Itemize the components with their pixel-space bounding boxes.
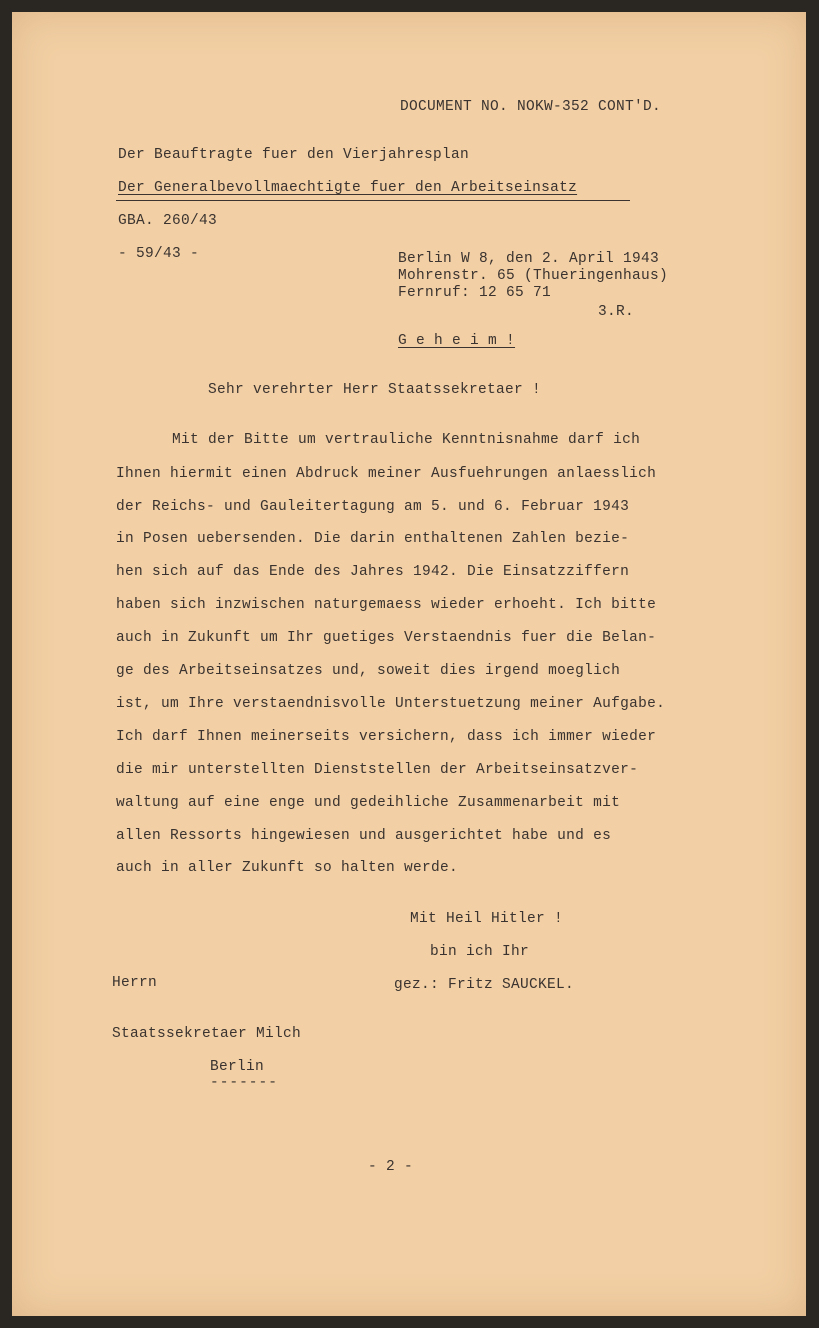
body-line: ge des Arbeitseinsatzes und, soweit dies irgend moeglich: [116, 663, 621, 679]
body-line: in Posen uebersenden. Die darin enthaltenen Zahlen bezie-: [116, 531, 630, 547]
page-number: - 2 -: [368, 1159, 414, 1175]
body-line: die mir unterstellten Dienststellen der Arbeitseinsatzver-: [116, 762, 639, 778]
body-line: haben sich inzwischen naturgemaess wieder erhoeht. Ich bitte: [116, 597, 657, 613]
sub-number: - 59/43 -: [118, 246, 200, 262]
closing-greeting: Mit Heil Hitler !: [410, 911, 564, 927]
recipient-city-underline: -------: [210, 1075, 278, 1091]
body-line: ist, um Ihre verstaendnisvolle Unterstuetzung meiner Aufgabe.: [116, 696, 666, 712]
classification-mark: G e h e i m !: [398, 333, 516, 349]
closing-phrase: bin ich Ihr: [430, 944, 530, 960]
phone-number: Fernruf: 12 65 71: [398, 285, 552, 301]
body-line: der Reichs- und Gauleitertagung am 5. und 6. Februar 1943: [116, 499, 630, 515]
initials: 3.R.: [598, 304, 635, 320]
signature: gez.: Fritz SAUCKEL.: [394, 977, 575, 993]
recipient-name: Staatssekretaer Milch: [112, 1026, 302, 1042]
letterhead-office-line1: Der Beauftragte fuer den Vierjahresplan: [118, 147, 470, 163]
document-reference: DOCUMENT NO. NOKW-352 CONT'D.: [400, 99, 662, 115]
body-line: Mit der Bitte um vertrauliche Kenntnisnahme darf ich: [172, 432, 641, 448]
street-address: Mohrenstr. 65 (Thueringenhaus): [398, 268, 669, 284]
letterhead-office-line2: Der Generalbevollmaechtigte fuer den Arbeitseinsatz: [118, 180, 578, 196]
body-line: auch in aller Zukunft so halten werde.: [116, 860, 459, 876]
place-date: Berlin W 8, den 2. April 1943: [398, 251, 660, 267]
document-page: [12, 12, 806, 1316]
recipient-city: Berlin: [210, 1059, 265, 1075]
body-line: Ich darf Ihnen meinerseits versichern, dass ich immer wieder: [116, 729, 657, 745]
body-line: allen Ressorts hingewiesen und ausgerichtet habe und es: [116, 828, 612, 844]
body-line: waltung auf eine enge und gedeihliche Zusammenarbeit mit: [116, 795, 621, 811]
body-line: hen sich auf das Ende des Jahres 1942. Die Einsatzziffern: [116, 564, 630, 580]
body-line: auch in Zukunft um Ihr guetiges Verstaendnis fuer die Belan-: [116, 630, 657, 646]
recipient-salutation: Herrn: [112, 975, 158, 991]
letterhead-rule: [116, 200, 630, 201]
salutation: Sehr verehrter Herr Staatssekretaer !: [208, 382, 542, 398]
file-number: GBA. 260/43: [118, 213, 218, 229]
body-line: Ihnen hiermit einen Abdruck meiner Ausfuehrungen anlaesslich: [116, 466, 657, 482]
